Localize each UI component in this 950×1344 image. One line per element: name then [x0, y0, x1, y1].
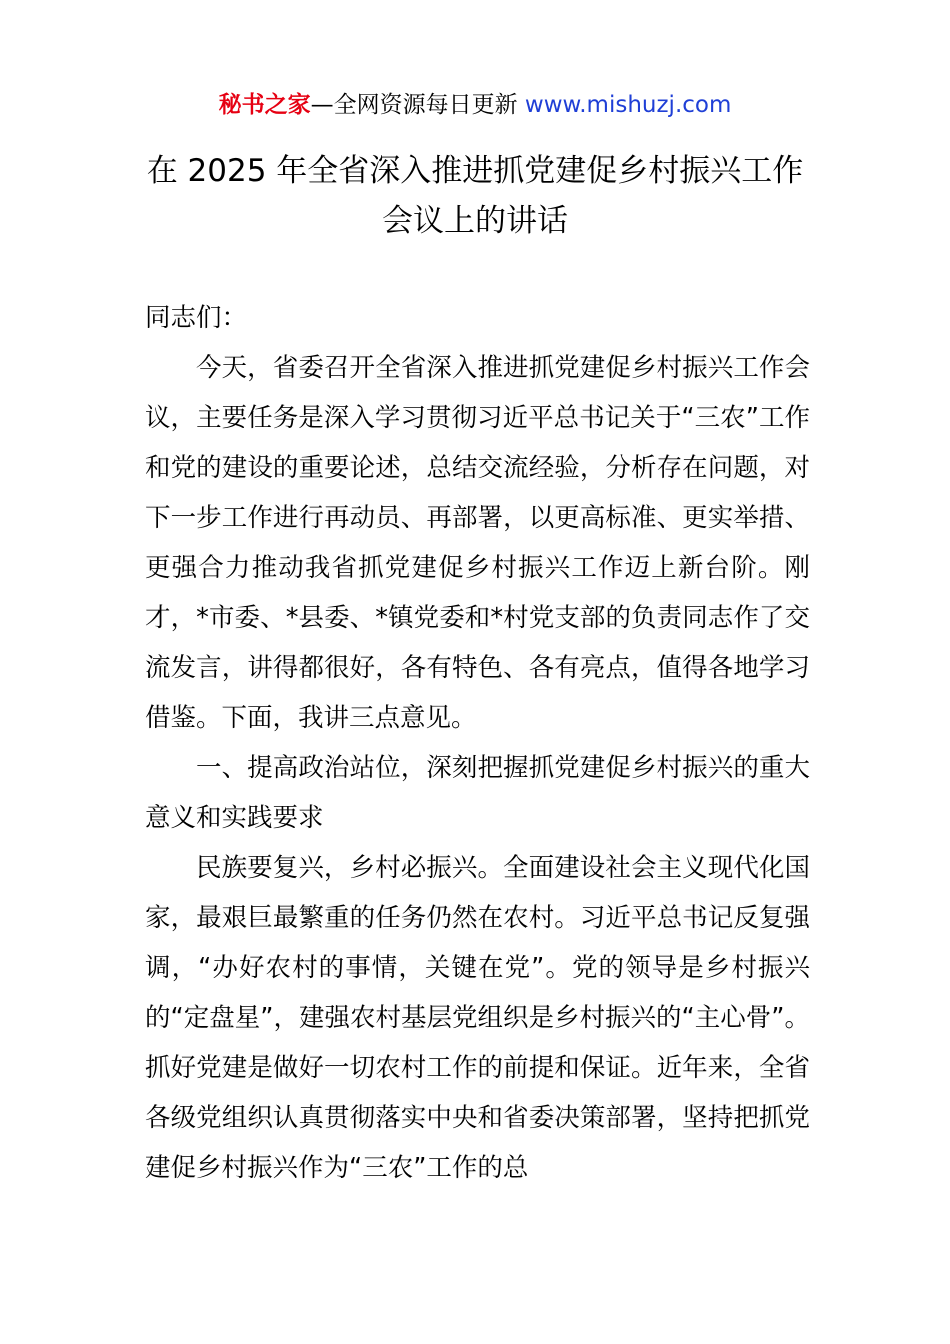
brand-tagline: —全网资源每日更新 [310, 92, 525, 118]
title-line-2: 会议上的讲话 [382, 203, 568, 239]
paragraph-section-1: 民族要复兴，乡村必振兴。全面建设社会主义现代化国家，最艰巨最繁重的任务仍然在农村。习近平总书记反复强调，“办好农村的事情，关键在党”。党的领导是乡村振兴的“定盘星”，建强农村基层党组织是乡村振兴的“主心骨”。抓好党建是做好一切农村工作的前提和保证。近年来，全省各级党组织认真贯彻落实中央和省委决策部署，坚持把抓党建促乡村振兴作为“三农”工作的总 [145, 853, 810, 1183]
salutation: 同志们： [145, 303, 248, 333]
site-url-link[interactable]: www.mishuzj.com [524, 92, 732, 118]
title-line-1: 在 2025 年全省深入推进抓党建促乡村振兴工作 [146, 153, 804, 189]
section-heading-1: 一、提高政治站位，深刻把握抓党建促乡村振兴的重大意义和实践要求 [145, 753, 810, 833]
document-title [120, 146, 830, 246]
brand-name: 秘书之家 [218, 92, 311, 118]
site-banner [0, 89, 950, 121]
paragraph-intro: 今天，省委召开全省深入推进抓党建促乡村振兴工作会议，主要任务是深入学习贯彻习近平总书记关于“三农”工作和党的建设的重要论述，总结交流经验，分析存在问题，对下一步工作进行再动员、再部署，以更高标准、更实举措、更强合力推动我省抓党建促乡村振兴工作迈上新台阶。刚才，*市委、*县委、*镇党委和*村党支部的负责同志作了交流发言，讲得都很好，各有特色、各有亮点，值得各地学习借鉴。下面，我讲三点意见。 [145, 353, 810, 733]
document-body [145, 293, 810, 1193]
